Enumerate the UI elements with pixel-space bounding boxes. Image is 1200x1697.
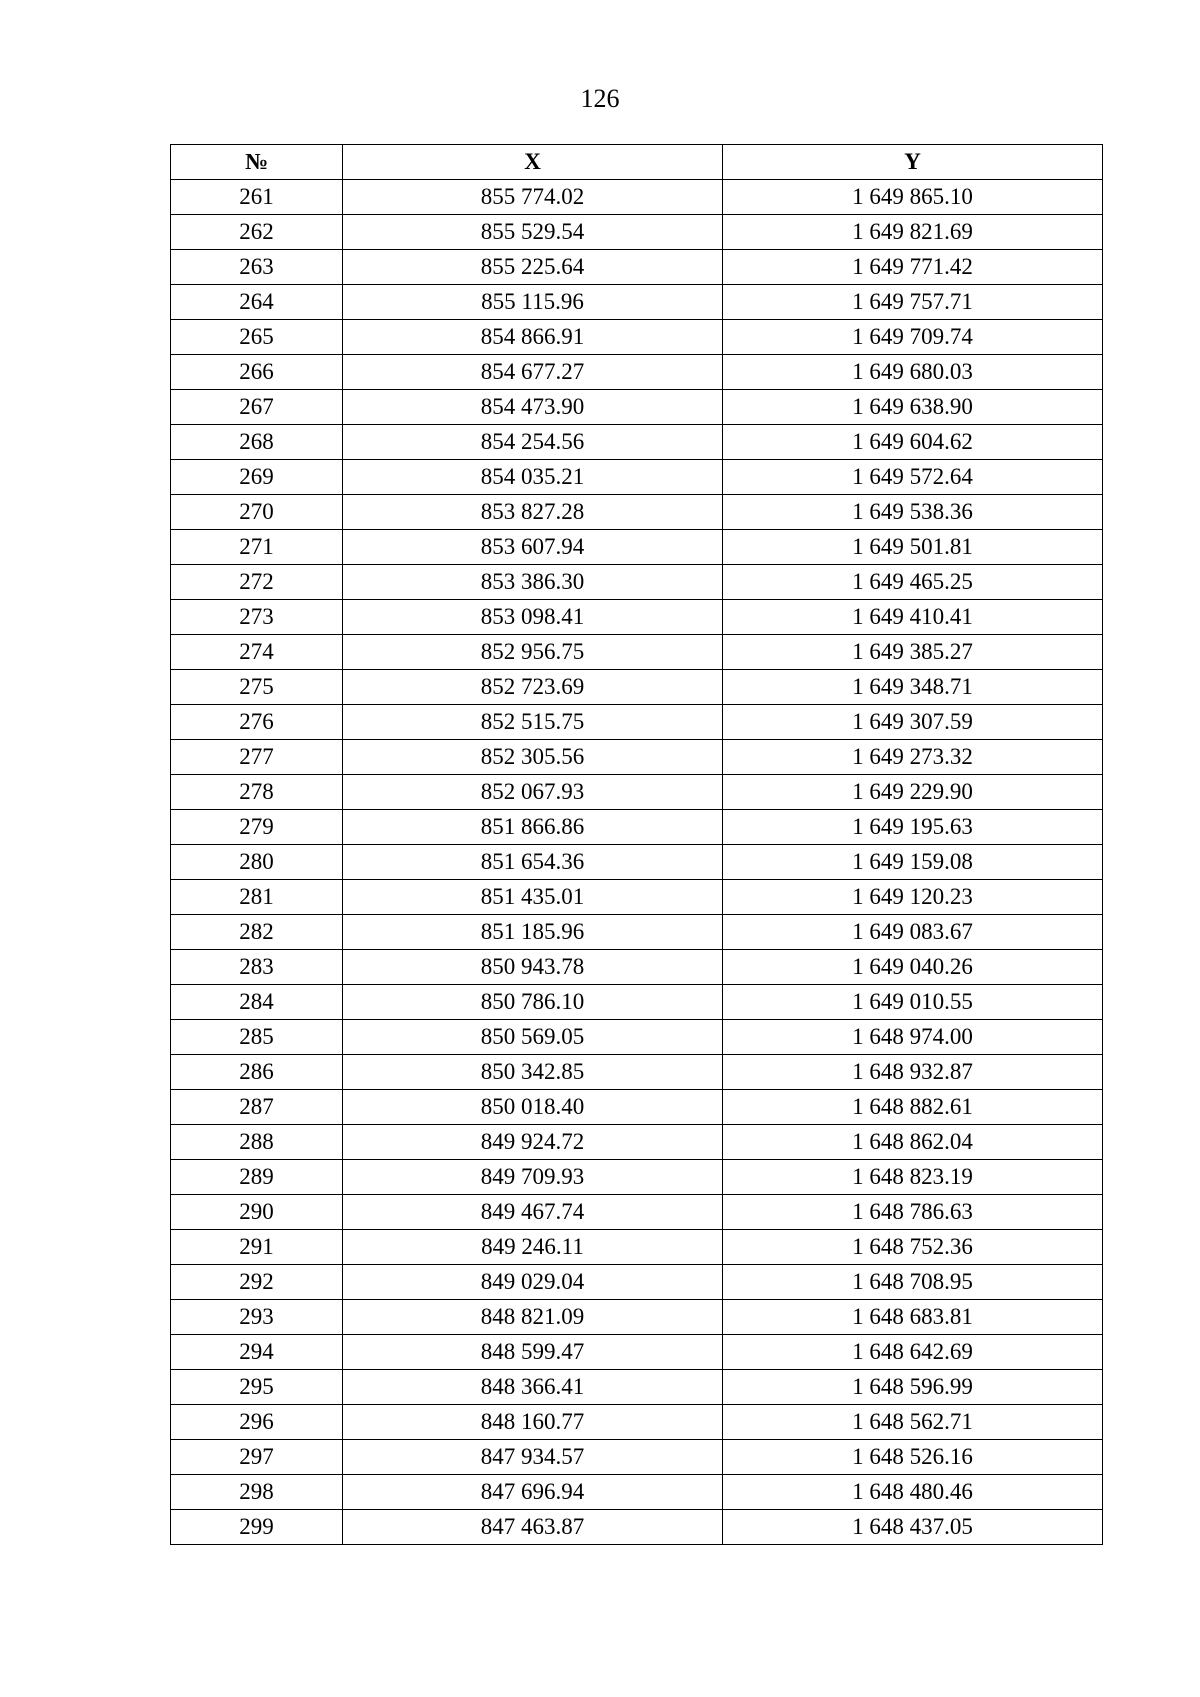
cell-x: 852 723.69 — [343, 670, 723, 705]
table-row — [171, 530, 1103, 565]
cell-x: 853 386.30 — [343, 565, 723, 600]
cell-number: 269 — [171, 460, 343, 495]
cell-y: 1 648 752.36 — [723, 1230, 1103, 1265]
cell-number: 286 — [171, 1055, 343, 1090]
cell-number: 261 — [171, 180, 343, 215]
cell-number: 267 — [171, 390, 343, 425]
cell-x: 853 098.41 — [343, 600, 723, 635]
cell-y: 1 648 823.19 — [723, 1160, 1103, 1195]
table-row — [171, 425, 1103, 460]
cell-y: 1 648 526.16 — [723, 1440, 1103, 1475]
cell-x: 855 115.96 — [343, 285, 723, 320]
cell-y: 1 649 159.08 — [723, 845, 1103, 880]
table-row — [171, 1440, 1103, 1475]
cell-y: 1 649 821.69 — [723, 215, 1103, 250]
table-row — [171, 390, 1103, 425]
cell-x: 852 067.93 — [343, 775, 723, 810]
cell-number: 282 — [171, 915, 343, 950]
cell-number: 271 — [171, 530, 343, 565]
cell-x: 850 342.85 — [343, 1055, 723, 1090]
table-row — [171, 1125, 1103, 1160]
cell-x: 848 366.41 — [343, 1370, 723, 1405]
cell-x: 851 654.36 — [343, 845, 723, 880]
table-row — [171, 775, 1103, 810]
cell-number: 265 — [171, 320, 343, 355]
coordinates-table — [170, 144, 1103, 1545]
cell-x: 854 866.91 — [343, 320, 723, 355]
cell-x: 854 254.56 — [343, 425, 723, 460]
cell-x: 850 943.78 — [343, 950, 723, 985]
cell-y: 1 649 195.63 — [723, 810, 1103, 845]
cell-y: 1 649 604.62 — [723, 425, 1103, 460]
cell-x: 855 529.54 — [343, 215, 723, 250]
cell-x: 848 599.47 — [343, 1335, 723, 1370]
cell-number: 279 — [171, 810, 343, 845]
cell-y: 1 648 862.04 — [723, 1125, 1103, 1160]
cell-y: 1 649 680.03 — [723, 355, 1103, 390]
table-row — [171, 1370, 1103, 1405]
cell-x: 849 709.93 — [343, 1160, 723, 1195]
cell-y: 1 649 865.10 — [723, 180, 1103, 215]
table-row — [171, 460, 1103, 495]
table-row — [171, 495, 1103, 530]
cell-y: 1 649 757.71 — [723, 285, 1103, 320]
cell-y: 1 649 538.36 — [723, 495, 1103, 530]
cell-number: 296 — [171, 1405, 343, 1440]
cell-y: 1 649 083.67 — [723, 915, 1103, 950]
cell-number: 263 — [171, 250, 343, 285]
header-y: Y — [723, 145, 1103, 180]
page-number: 126 — [580, 84, 620, 113]
cell-x: 850 569.05 — [343, 1020, 723, 1055]
cell-x: 848 160.77 — [343, 1405, 723, 1440]
cell-x: 851 185.96 — [343, 915, 723, 950]
cell-y: 1 649 229.90 — [723, 775, 1103, 810]
cell-x: 847 934.57 — [343, 1440, 723, 1475]
cell-y: 1 649 465.25 — [723, 565, 1103, 600]
cell-number: 297 — [171, 1440, 343, 1475]
cell-number: 288 — [171, 1125, 343, 1160]
cell-x: 852 305.56 — [343, 740, 723, 775]
cell-y: 1 648 708.95 — [723, 1265, 1103, 1300]
cell-number: 268 — [171, 425, 343, 460]
table-row — [171, 1300, 1103, 1335]
table-row — [171, 635, 1103, 670]
cell-y: 1 649 638.90 — [723, 390, 1103, 425]
cell-number: 264 — [171, 285, 343, 320]
cell-x: 847 696.94 — [343, 1475, 723, 1510]
header-x: X — [343, 145, 723, 180]
table-row — [171, 880, 1103, 915]
cell-y: 1 648 437.05 — [723, 1510, 1103, 1545]
cell-y: 1 648 786.63 — [723, 1195, 1103, 1230]
table-row — [171, 1020, 1103, 1055]
table-row — [171, 985, 1103, 1020]
cell-y: 1 648 932.87 — [723, 1055, 1103, 1090]
cell-number: 298 — [171, 1475, 343, 1510]
cell-x: 853 827.28 — [343, 495, 723, 530]
cell-y: 1 649 010.55 — [723, 985, 1103, 1020]
cell-y: 1 649 385.27 — [723, 635, 1103, 670]
table-row — [171, 1230, 1103, 1265]
cell-x: 849 246.11 — [343, 1230, 723, 1265]
table-row — [171, 670, 1103, 705]
table-row — [171, 285, 1103, 320]
cell-number: 262 — [171, 215, 343, 250]
table-row — [171, 1265, 1103, 1300]
cell-y: 1 648 562.71 — [723, 1405, 1103, 1440]
table-header-row — [171, 145, 1103, 180]
cell-x: 850 018.40 — [343, 1090, 723, 1125]
cell-number: 284 — [171, 985, 343, 1020]
cell-number: 294 — [171, 1335, 343, 1370]
cell-number: 281 — [171, 880, 343, 915]
cell-y: 1 649 501.81 — [723, 530, 1103, 565]
cell-number: 274 — [171, 635, 343, 670]
cell-number: 283 — [171, 950, 343, 985]
cell-x: 847 463.87 — [343, 1510, 723, 1545]
cell-y: 1 648 882.61 — [723, 1090, 1103, 1125]
cell-number: 289 — [171, 1160, 343, 1195]
cell-x: 854 473.90 — [343, 390, 723, 425]
table-row — [171, 950, 1103, 985]
table-row — [171, 180, 1103, 215]
table-row — [171, 320, 1103, 355]
table-row — [171, 915, 1103, 950]
table-row — [171, 845, 1103, 880]
cell-y: 1 648 683.81 — [723, 1300, 1103, 1335]
table-row — [171, 1090, 1103, 1125]
cell-x: 850 786.10 — [343, 985, 723, 1020]
table-row — [171, 1475, 1103, 1510]
table-row — [171, 1055, 1103, 1090]
cell-number: 275 — [171, 670, 343, 705]
cell-y: 1 648 480.46 — [723, 1475, 1103, 1510]
cell-x: 852 515.75 — [343, 705, 723, 740]
cell-y: 1 648 642.69 — [723, 1335, 1103, 1370]
cell-x: 854 677.27 — [343, 355, 723, 390]
cell-x: 855 225.64 — [343, 250, 723, 285]
table-row — [171, 355, 1103, 390]
cell-y: 1 649 120.23 — [723, 880, 1103, 915]
cell-number: 299 — [171, 1510, 343, 1545]
table-row — [171, 1510, 1103, 1545]
cell-number: 277 — [171, 740, 343, 775]
table-row — [171, 215, 1103, 250]
cell-number: 293 — [171, 1300, 343, 1335]
cell-x: 849 467.74 — [343, 1195, 723, 1230]
cell-x: 854 035.21 — [343, 460, 723, 495]
table-row — [171, 1405, 1103, 1440]
cell-number: 276 — [171, 705, 343, 740]
cell-x: 849 924.72 — [343, 1125, 723, 1160]
cell-y: 1 649 348.71 — [723, 670, 1103, 705]
cell-number: 266 — [171, 355, 343, 390]
cell-number: 295 — [171, 1370, 343, 1405]
cell-number: 291 — [171, 1230, 343, 1265]
table-row — [171, 565, 1103, 600]
table-row — [171, 600, 1103, 635]
cell-x: 848 821.09 — [343, 1300, 723, 1335]
cell-y: 1 649 410.41 — [723, 600, 1103, 635]
cell-number: 272 — [171, 565, 343, 600]
cell-y: 1 649 273.32 — [723, 740, 1103, 775]
table-body — [171, 180, 1103, 1545]
cell-number: 273 — [171, 600, 343, 635]
table-row — [171, 250, 1103, 285]
cell-number: 278 — [171, 775, 343, 810]
cell-y: 1 649 307.59 — [723, 705, 1103, 740]
cell-y: 1 649 771.42 — [723, 250, 1103, 285]
table-row — [171, 810, 1103, 845]
cell-x: 853 607.94 — [343, 530, 723, 565]
header-number: № — [171, 145, 343, 180]
cell-y: 1 648 974.00 — [723, 1020, 1103, 1055]
cell-number: 270 — [171, 495, 343, 530]
cell-x: 849 029.04 — [343, 1265, 723, 1300]
table-row — [171, 705, 1103, 740]
cell-number: 285 — [171, 1020, 343, 1055]
cell-number: 292 — [171, 1265, 343, 1300]
cell-y: 1 649 709.74 — [723, 320, 1103, 355]
cell-x: 851 866.86 — [343, 810, 723, 845]
cell-x: 852 956.75 — [343, 635, 723, 670]
cell-y: 1 649 040.26 — [723, 950, 1103, 985]
table-row — [171, 740, 1103, 775]
cell-number: 290 — [171, 1195, 343, 1230]
table-row — [171, 1160, 1103, 1195]
cell-y: 1 648 596.99 — [723, 1370, 1103, 1405]
cell-y: 1 649 572.64 — [723, 460, 1103, 495]
cell-x: 851 435.01 — [343, 880, 723, 915]
table-row — [171, 1195, 1103, 1230]
cell-number: 280 — [171, 845, 343, 880]
cell-number: 287 — [171, 1090, 343, 1125]
cell-x: 855 774.02 — [343, 180, 723, 215]
table-row — [171, 1335, 1103, 1370]
